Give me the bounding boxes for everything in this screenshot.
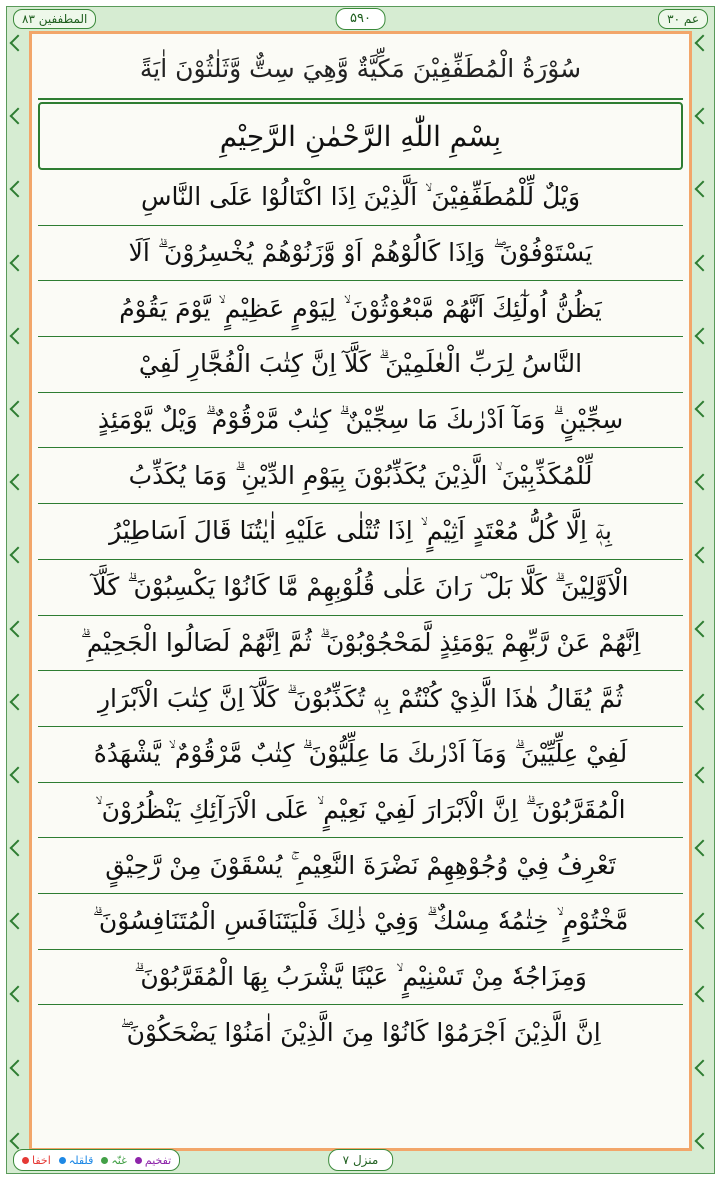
verse-line: ثُمَّ يُقَالُ هٰذَا الَّذِيْ كُنْتُمْ بِهٖ تُكَذِّبُوْنَ ۗ كَلَّآ اِنَّ كِتٰبَ الْاَبْرَارِ: [38, 671, 683, 727]
verse-line: لَفِيْ عِلِّيِّيْنَ ۗ وَمَآ اَدْرٰىكَ مَا عِلِّيُّوْنَ ۗ كِتٰبٌ مَّرْقُوْمٌ ۙ يَّشْهَدُهُ: [38, 727, 683, 783]
verse-line: تَعْرِفُ فِيْ وُجُوْهِهِمْ نَضْرَةَ النَّعِيْمِ ۚ يُسْقَوْنَ مِنْ رَّحِيْقٍ: [38, 838, 683, 894]
verse-lines: [38, 170, 683, 1061]
verse-line: الْمُقَرَّبُوْنَ ۗ اِنَّ الْاَبْرَارَ لَفِيْ نَعِيْمٍ ۙ عَلَى الْاَرَآئِكِ يَنْظُرُوْنَ ۙ: [38, 783, 683, 839]
verse-line: بِهٖٓ اِلَّا كُلُّ مُعْتَدٍ اَثِيْمٍ ۙ اِذَا تُتْلٰى عَلَيْهِ اٰيٰتُنَا قَالَ اَسَاطِيْرُ: [38, 504, 683, 560]
legend-dot-icon: [101, 1157, 108, 1164]
page-number: ۵۹۰: [335, 8, 386, 30]
juz-label: عم ۳۰: [658, 9, 708, 29]
legend-item: [59, 1154, 94, 1167]
verse-line: يَسْتَوْفُوْنَ ۖ وَاِذَا كَالُوْهُمْ اَوْ وَّزَنُوْهُمْ يُخْسِرُوْنَ ۗ اَلَا: [38, 226, 683, 282]
verse-line: اِنَّهُمْ عَنْ رَّبِّهِمْ يَوْمَئِذٍ لَّمَحْجُوْبُوْنَ ۗ ثُمَّ اِنَّهُمْ لَصَالُوا الْجَحِيْمِ ۗ: [38, 616, 683, 672]
verse-line: الْاَوَّلِيْنَ ۗ كَلَّا بَلْ ۜ رَانَ عَلٰى قُلُوْبِهِمْ مَّا كَانُوْا يَكْسِبُوْنَ ۗ كَلَّآ: [38, 560, 683, 616]
manzil-label: منزل ۷: [328, 1149, 394, 1171]
page-footer: [7, 1147, 714, 1171]
tajweed-legend: [13, 1149, 180, 1171]
legend-item: [135, 1154, 171, 1167]
legend-dot-icon: [22, 1157, 29, 1164]
left-margin-ornaments: [10, 37, 26, 1147]
legend-dot-icon: [135, 1157, 142, 1164]
surah-short-label: المطففين ۸۳: [13, 9, 96, 29]
bismillah: بِسْمِ اللّٰهِ الرَّحْمٰنِ الرَّحِيْمِ: [38, 102, 683, 170]
verse-line: وَيْلٌ لِّلْمُطَفِّفِيْنَ ۙ اَلَّذِيْنَ اِذَا اكْتَالُوْا عَلَى النَّاسِ: [38, 170, 683, 226]
verse-line: لِّلْمُكَذِّبِيْنَ ۙ الَّذِيْنَ يُكَذِّبُوْنَ بِيَوْمِ الدِّيْنِ ۗ وَمَا يُكَذِّبُ: [38, 448, 683, 504]
surah-title: سُوْرَةُ الْمُطَفِّفِيْنَ مَكِّيَّةٌ وَّهِيَ سِتٌّ وَّثَلٰثُوْنَ اٰيَةً: [38, 38, 683, 100]
page-header: [7, 7, 714, 29]
verse-line: مَّخْتُوْمٍ ۙ خِتٰمُهٗ مِسْكٌ ۗ وَفِيْ ذٰلِكَ فَلْيَتَنَافَسِ الْمُتَنَافِسُوْنَ ۗ: [38, 894, 683, 950]
text-frame: [29, 31, 692, 1151]
legend-dot-icon: [59, 1157, 66, 1164]
legend-label: اخفا: [32, 1153, 51, 1167]
legend-label: تفخیم: [144, 1153, 172, 1167]
right-margin-ornaments: [695, 37, 711, 1147]
verse-line: النَّاسُ لِرَبِّ الْعٰلَمِيْنَ ۗ كَلَّآ اِنَّ كِتٰبَ الْفُجَّارِ لَفِيْ: [38, 337, 683, 393]
page-frame: [6, 6, 715, 1174]
legend-item: [101, 1154, 127, 1167]
verse-line: وَمِزَاجُهٗ مِنْ تَسْنِيْمٍ ۙ عَيْنًا يَّشْرَبُ بِهَا الْمُقَرَّبُوْنَ ۗ: [38, 950, 683, 1006]
verse-line: اِنَّ الَّذِيْنَ اَجْرَمُوْا كَانُوْا مِنَ الَّذِيْنَ اٰمَنُوْا يَضْحَكُوْنَ ۖ: [120, 1018, 601, 1048]
verse-line: سِجِّيْنٍ ۗ وَمَآ اَدْرٰىكَ مَا سِجِّيْنٌ ۗ كِتٰبٌ مَّرْقُوْمٌ ۗ وَيْلٌ يَّوْمَئِذٍ: [38, 393, 683, 449]
legend-label: قلقلہ: [68, 1153, 94, 1167]
legend-item: [22, 1154, 51, 1167]
legend-label: غنّہ: [111, 1153, 127, 1167]
verse-line: يَظُنُّ اُولٰٓئِكَ اَنَّهُمْ مَّبْعُوْثُوْنَ ۙ لِيَوْمٍ عَظِيْمٍ ۙ يَّوْمَ يَقُوْمُ: [38, 281, 683, 337]
